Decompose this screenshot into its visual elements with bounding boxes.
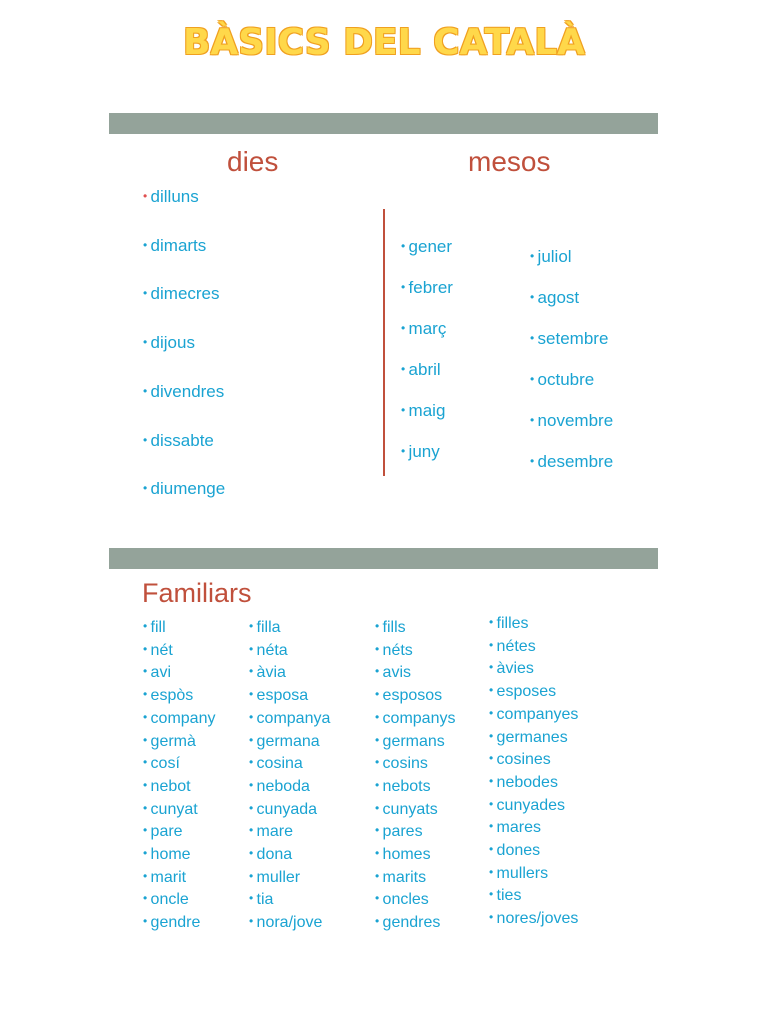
family-item: • companyes [489,706,578,724]
month-item: • novembre [530,411,613,431]
family-item: • marit [143,869,186,887]
family-item: • avis [375,664,411,682]
family-item: • cunyades [489,797,565,815]
family-item: • muller [249,869,300,887]
family-item: • filles [489,615,529,633]
day-item: • dilluns [143,187,199,207]
month-item: • agost [530,288,579,308]
family-item: • cunyada [249,801,317,819]
months-heading: mesos [468,146,551,177]
family-item: • gendres [375,914,440,932]
month-item: • febrer [401,278,453,298]
family-item: • nores/joves [489,910,578,928]
family-item: • avi [143,664,171,682]
family-item: • esposes [489,683,556,701]
family-item: • pares [375,823,423,841]
day-item: • diumenge [143,479,225,499]
month-item: • juny [401,442,440,462]
family-item: • germanes [489,729,568,747]
day-item: • dissabte [143,431,214,451]
family-item: • homes [375,846,431,864]
family-item: • cunyats [375,801,438,819]
month-item: • setembre [530,329,608,349]
family-item: • néts [375,642,413,660]
family-item: • nebodes [489,774,558,792]
family-item: • germà [143,733,196,751]
month-item: • juliol [530,247,572,267]
page-title: BÀSICS DEL CATALÀ [182,22,586,63]
family-item: • fills [375,619,406,637]
family-item: • neboda [249,778,310,796]
family-item: • nétes [489,638,536,656]
family-item: • tia [249,891,273,909]
day-item: • dimarts [143,236,206,256]
family-item: • mare [249,823,293,841]
family-item: • mullers [489,865,548,883]
family-item: • àvies [489,660,534,678]
month-item: • març [401,319,446,339]
family-item: • filla [249,619,281,637]
family-item: • cosines [489,751,551,769]
family-item: • germana [249,733,320,751]
family-item: • nebot [143,778,191,796]
family-item: • oncle [143,891,189,909]
family-item: • marits [375,869,426,887]
family-item: • home [143,846,191,864]
family-item: • mares [489,819,541,837]
family-item: • nora/jove [249,914,322,932]
month-item: • octubre [530,370,594,390]
family-item: • ties [489,887,521,905]
family-item: • companya [249,710,330,728]
family-item: • nebots [375,778,431,796]
family-item: • espòs [143,687,193,705]
day-item: • dimecres [143,284,220,304]
family-item: • esposos [375,687,442,705]
family-item: • companys [375,710,455,728]
section-bar-top [109,113,658,134]
family-heading: Familiars [142,578,252,608]
section-bar-bottom [109,548,658,569]
family-item: • fill [143,619,166,637]
month-item: • maig [401,401,445,421]
family-item: • gendre [143,914,200,932]
days-heading: dies [227,146,279,177]
month-item: • gener [401,237,452,257]
family-item: • cosins [375,755,428,773]
month-item: • abril [401,360,441,380]
family-item: • pare [143,823,183,841]
family-item: • àvia [249,664,286,682]
month-item: • desembre [530,452,613,472]
family-item: • dones [489,842,540,860]
family-item: • néta [249,642,288,660]
family-item: • nét [143,642,173,660]
day-item: • dijous [143,333,195,353]
family-item: • oncles [375,891,429,909]
family-item: • dona [249,846,292,864]
family-item: • germans [375,733,445,751]
family-item: • cunyat [143,801,198,819]
day-item: • divendres [143,382,224,402]
family-item: • esposa [249,687,308,705]
family-item: • company [143,710,215,728]
column-divider [383,209,385,476]
family-item: • cosina [249,755,303,773]
family-item: • cosí [143,755,180,773]
